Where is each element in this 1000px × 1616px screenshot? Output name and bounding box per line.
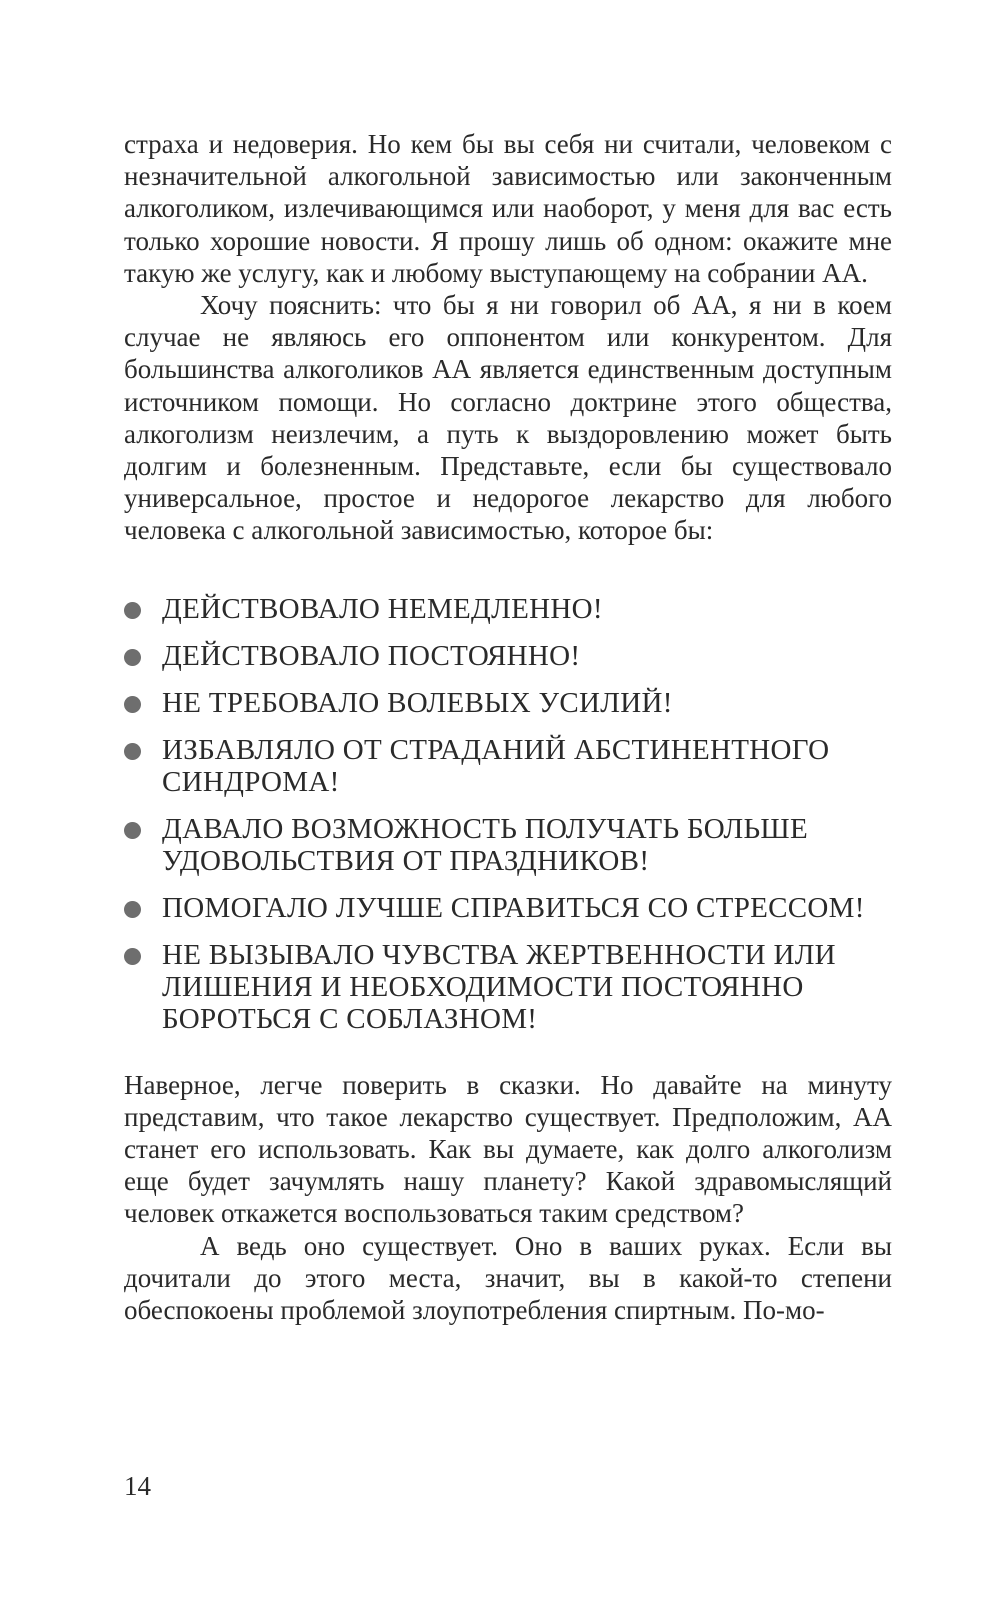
list-item-text: ДЕЙСТВОВАЛО ПОСТОЯННО! [162,639,581,672]
bullet-dot-icon [124,743,141,760]
bullet-dot-icon [124,901,141,918]
list-item-text: ПОМОГАЛО ЛУЧШЕ СПРАВИТЬСЯ СО СТРЕССОМ! [162,891,865,924]
paragraph-continuation: страха и недоверия. Но кем бы вы себя ни считали, человеком с незначительной алкогольной зависимостью или законченным алкоголиком, излечивающимся или наоборот, у меня для вас есть только хорошие новости. Я прошу лишь об одном: окажите мне такую же услугу, как и любому выступающему на собрании АА. [124,129,892,288]
page-number: 14 [124,1471,151,1501]
page-body [124,128,892,1326]
bullet-dot-icon [124,822,141,839]
bullet-dot-icon [124,696,141,713]
paragraph-it-exists: А ведь оно существует. Оно в ваших руках. Если вы дочитали до этого места, значит, вы в какой-то степени обеспокоены проблемой злоупотребления спиртным. По-мо- [124,1230,892,1326]
list-item [124,640,892,672]
list-item [124,813,892,877]
list-item [124,892,892,924]
paragraph-aa-explanation: Хочу пояснить: что бы я ни говорил об АА, я ни в коем случае не являюсь его оппонентом или конкурентом. Для большинства алкоголиков АА является единственным доступным источником помощи. Но согласно доктрине этого общества, алкоголизм неизлечим, а путь к выздоровлению может быть долгим и болезненным. Представьте, если бы существовало универсальное, простое и недорогое лекарство для любого человека с алкогольной зависимостью, которое бы: [124,290,892,546]
list-item [124,687,892,719]
bullet-dot-icon [124,602,141,619]
list-item-text: ДЕЙСТВОВАЛО НЕМЕДЛЕННО! [162,592,603,625]
list-item [124,593,892,625]
list-item-text: НЕ ВЫЗЫВАЛО ЧУВСТВА ЖЕРТВЕННОСТИ ИЛИ ЛИШЕНИЯ И НЕОБХОДИМОСТИ ПОСТОЯННО БОРОТЬСЯ С СОБЛАЗНОМ! [162,938,836,1035]
list-item-text: НЕ ТРЕБОВАЛО ВОЛЕВЫХ УСИЛИЙ! [162,686,673,719]
list-item-text: ДАВАЛО ВОЗМОЖНОСТЬ ПОЛУЧАТЬ БОЛЬШЕ УДОВОЛЬСТВИЯ ОТ ПРАЗДНИКОВ! [162,812,808,877]
remedy-properties-list [124,593,892,1035]
list-item [124,734,892,798]
list-item [124,939,892,1035]
bullet-dot-icon [124,649,141,666]
bullet-dot-icon [124,948,141,965]
paragraph-imagine-remedy: Наверное, легче поверить в сказки. Но давайте на минуту представим, что такое лекарство существует. Предположим, АА станет его использовать. Как вы думаете, как долго алкоголизм еще будет зачумлять нашу планету? Какой здравомыслящий человек откажется воспользоваться таким средством? [124,1069,892,1229]
list-item-text: ИЗБАВЛЯЛО ОТ СТРАДАНИЙ АБСТИНЕНТНОГО СИНДРОМА! [162,733,830,798]
